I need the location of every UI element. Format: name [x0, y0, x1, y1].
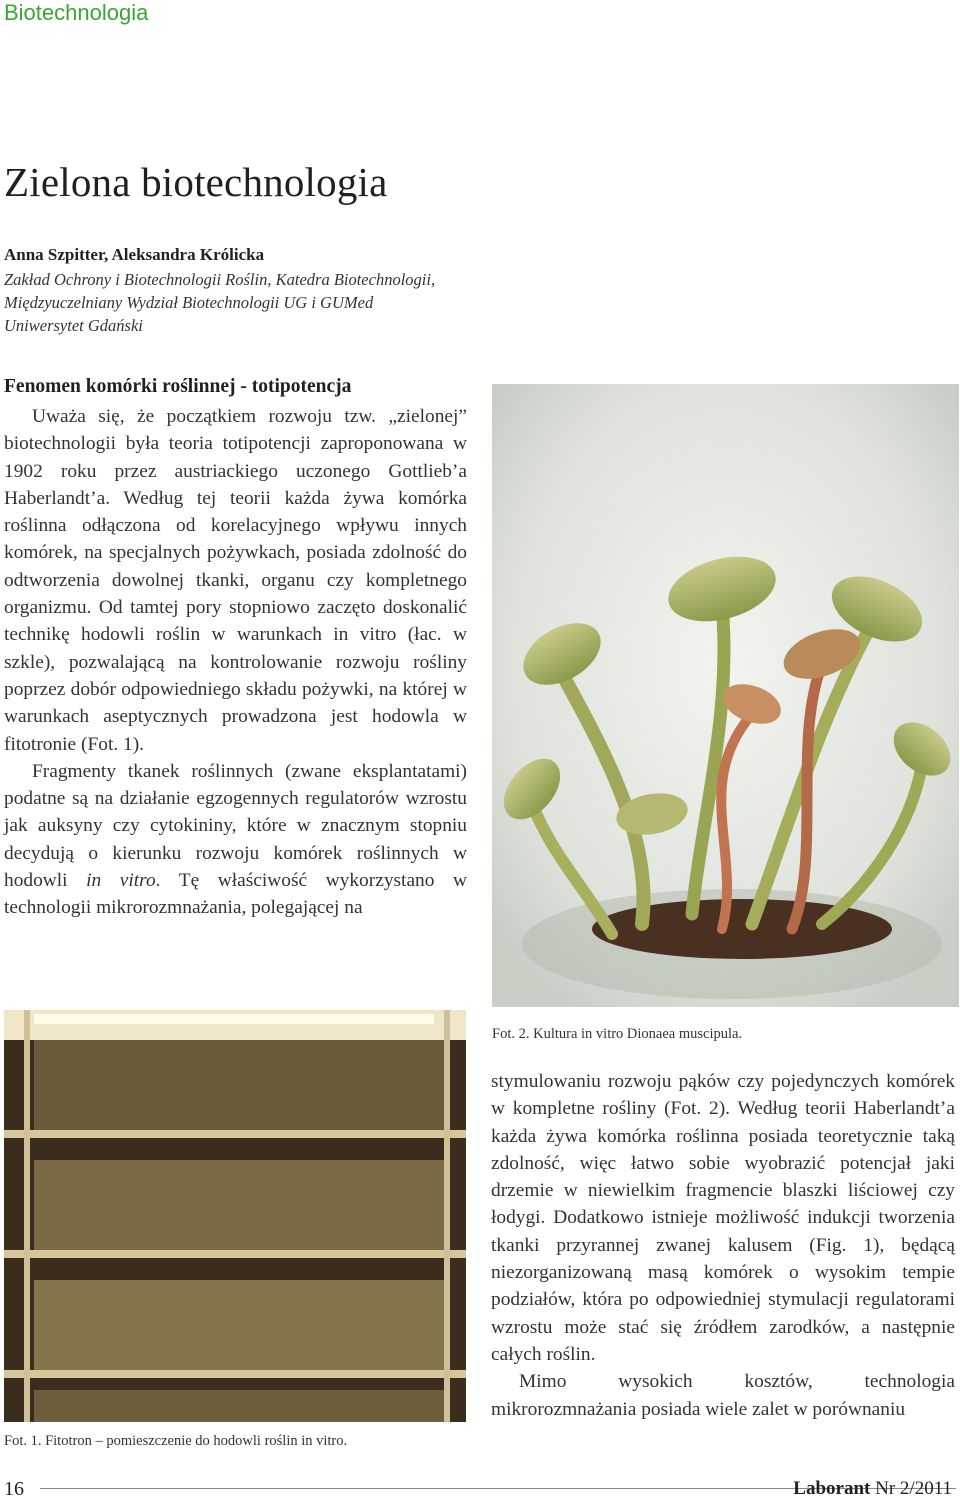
journal-issue: Nr 2/2011	[870, 1478, 952, 1499]
paragraph-text: Fragmenty tkanek roślinnych (zwane eksplantatami) podatne są na działanie egzogennych regulatorów wzrostu jak auksyny czy cytokininy, które w znacznym stopniu decydują o kierunku rozwoju komórek roślinnych w hodowli	[4, 760, 467, 892]
paragraph: stymulowaniu rozwoju pąków czy pojedynczych komórek w kompletne rośliny (Fot. 2). Według teorii Haberlandt’a każda żywa komórka roślinna posiada teoretycznie taką zdolność, więc łatwo sobie wyobrazić potencjał jaki drzemie w niewielkim fragmencie blaszki liściowej czy łodygi. Dodatkowo istnieje możliwość indukcji tworzenia tkanki przyrannej zwanej kalusem (Fig. 1), będącą niezorganizowaną masą komórek o wysokim tempie podziałów, która po odpowiedniej stymulacji regulatorami wzrostu może stać się źródłem zarodków, a następnie całych roślin.	[491, 1071, 955, 1365]
affiliation-line: Międzyuczelniany Wydział Biotechnologii UG i GUMed	[4, 293, 374, 312]
journal-name: Laborant	[793, 1478, 871, 1499]
in-vitro-italic: in vitro	[86, 870, 156, 892]
journal-footer	[793, 1478, 952, 1500]
paragraph: Uważa się, że początkiem rozwoju tzw. „zielonej” biotechnologii była teoria totipotencji zaproponowana w 1902 roku przez austriackiego uczonego Gottlieb’a Haberlandt’a. Według tej teorii każda żywa komórka roślinna odłączona od korelacyjnego wpływu innych komórek, na specjalnych pożywkach, posiada zdolność do odtworzenia dowolnej tkanki, organu czy kompletnego organizmu. Od tamtej pory stopniowo zaczęto doskonalić technikę hodowli roślin w warunkach in vitro (łac. w szkle), pozwalającą na kontrolowanie rozwoju rośliny poprzez dobór odpowiedniego składu pożywki, na której w warunkach aseptycznych prowadzona jest hodowla w fitotronie (Fot. 1).	[4, 406, 467, 755]
paragraph: Mimo wysokich kosztów, technologia mikrorozmnażania posiada wiele zalet w porównaniu	[491, 1371, 955, 1420]
section-label: Biotechnologia	[4, 0, 149, 25]
phytotron-photo	[4, 1010, 466, 1422]
affiliation-line: Zakład Ochrony i Biotechnologii Roślin, Katedra Biotechnologii,	[4, 270, 436, 289]
affiliation-line: Uniwersytet Gdański	[4, 316, 143, 335]
paragraph	[4, 758, 467, 922]
page-number: 16	[4, 1478, 24, 1500]
right-column	[491, 1068, 955, 1423]
left-column	[4, 403, 467, 922]
venus-flytrap-photo	[492, 384, 959, 1007]
fot2-caption: Fot. 2. Kultura in vitro Dionaea muscipula.	[492, 1026, 743, 1042]
fot1-caption: Fot. 1. Fitotron – pomieszczenie do hodowli roślin in vitro.	[4, 1433, 348, 1449]
paragraph-tail: . Tę właściwość wykorzystano w technologii mikrorozmnażania, polegającej na	[4, 870, 467, 919]
venus-flytrap-illustration	[492, 384, 959, 1007]
section-heading: Fenomen komórki roślinnej - totipotencja	[4, 376, 352, 397]
article-title: Zielona biotechnologia	[4, 159, 388, 205]
phytotron-illustration	[4, 1010, 466, 1422]
authors: Anna Szpitter, Aleksandra Królicka	[4, 245, 265, 264]
